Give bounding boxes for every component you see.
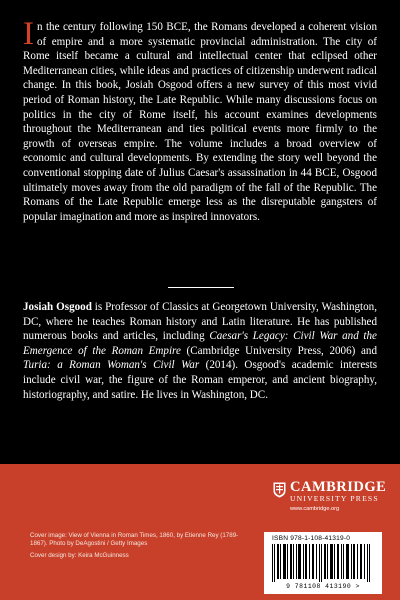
isbn-label: ISBN 978-1-108-41319-0 [272,535,351,542]
bio-text-3: (2014). Osgood's academic interests include civil war, the figure of the Roman emperor, and ancient biography, historiography, and satire. He lives in Washington, DC. [23,359,378,401]
bio-text-1: is Professor of Classics at Georgetown University, Washington, DC, where he teaches Roman history and Latin literature. He has published numerous books and articles, including [23,301,377,343]
publisher-url: www.cambridge.org [290,506,340,512]
bio-text-2: (Cambridge University Press, 2006) and [180,344,377,357]
author-bio [23,300,377,402]
design-credit: Cover design by: Keira McGuinness [30,552,129,560]
book-title-1: Caesar's Legacy: Civil War and the Emergence of the Roman Empire [23,330,377,357]
blurb-paragraph [23,16,377,224]
author-name: Josiah Osgood [23,301,92,313]
barcode-icon [272,544,374,582]
image-credit: Cover image: View of Vienna in Roman Times, 1860, by Etienne Rey (1789-1867). Photo by DeAgostini / Getty Images [30,532,239,548]
drop-cap: I [23,16,34,52]
barcode-number: 9 781108 413190 > [286,583,360,590]
blurb-text: n the century following 150 BCE, the Romans developed a coherent vision of empire and a more systematic provincial administration. The city of Rome itself became a cultural and intellectual center that eclipsed other Mediterranean cities, while ideas and practices of citizenship underwent radical change. In this book, Josiah Osgood offers a new survey of this most vivid period of Roman history, the Late Republic. While many discussions focus on politics in the city of Rome itself, his account examines developments throughout the Mediterranean and ties political events more firmly to the growth of overseas empire. The volume includes a broad overview of economic and cultural developments. By extending the story well beyond the conventional stopping date of Julius Caesar's assassination in 44 BCE, Osgood ultimately moves away from the old paradigm of the fall of the Republic. The Romans of the Late Republic emerge less as the disreputable gangsters of popular imagination and more as inspired innovators. [23,21,377,223]
book-title-2: Turia: a Roman Woman's Civil War [23,359,200,372]
shield-icon [273,482,286,498]
cover-credits [30,532,240,565]
barcode-panel [264,532,382,594]
publisher-name: CAMBRIDGE [290,479,387,495]
publisher-subtitle: UNIVERSITY PRESS [290,494,379,503]
section-divider [168,287,234,288]
